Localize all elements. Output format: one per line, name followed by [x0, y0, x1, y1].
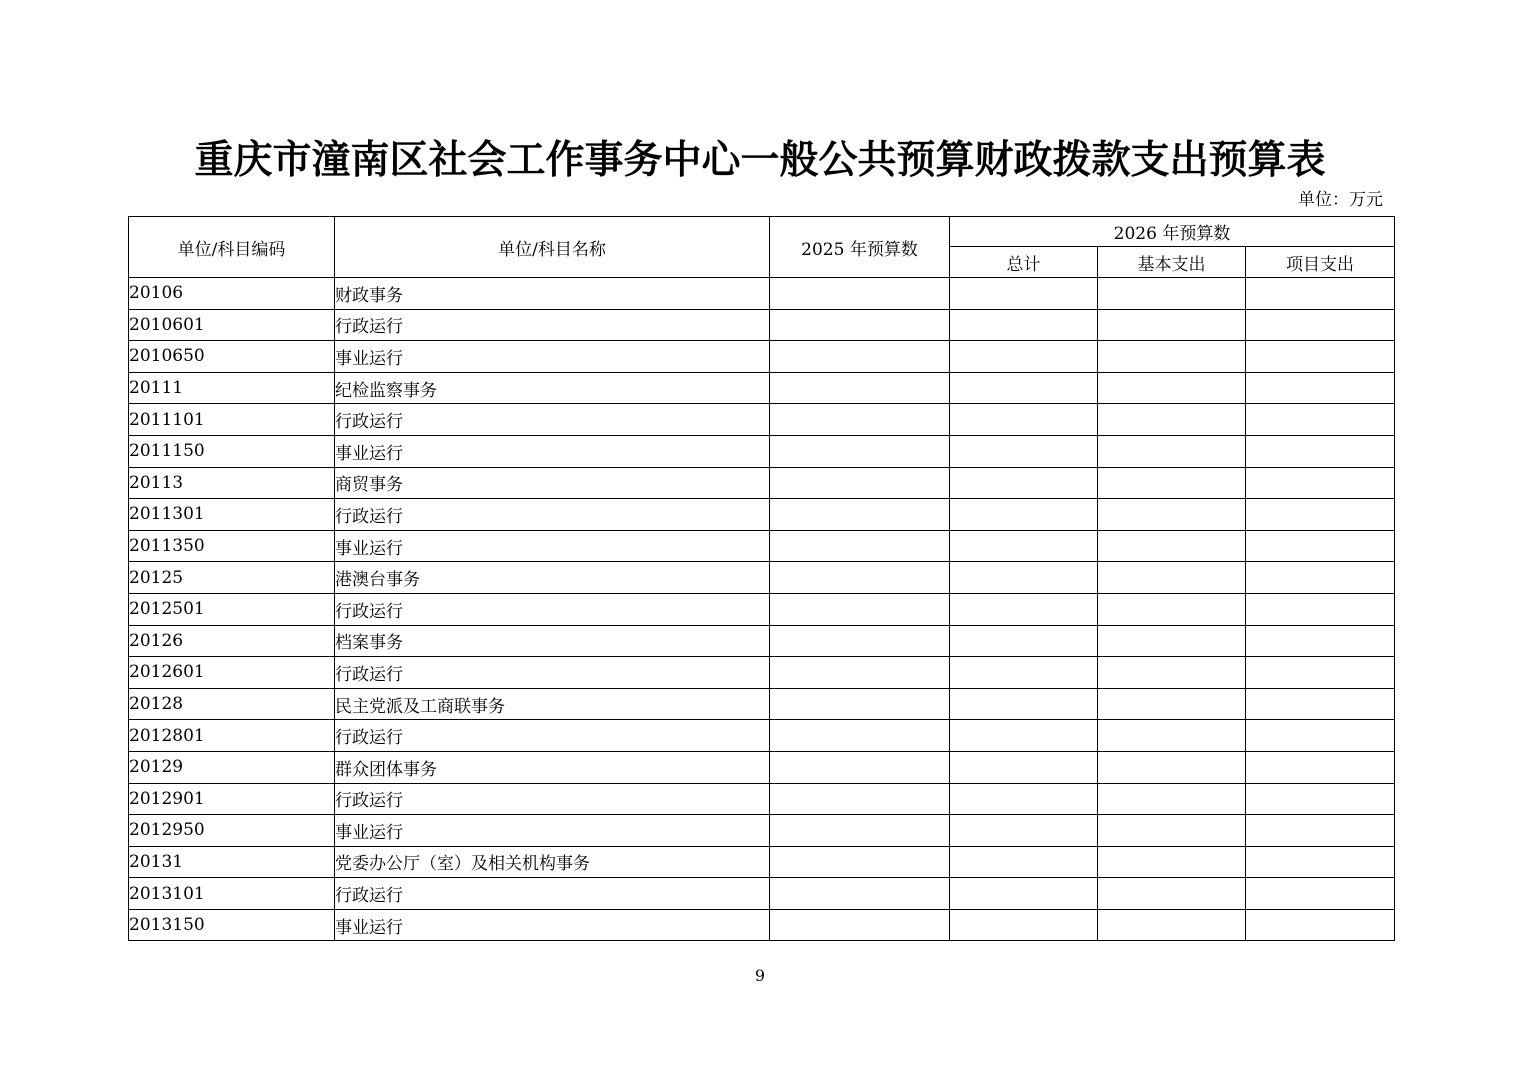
cell-basic [1098, 309, 1246, 341]
table-row [129, 499, 1395, 531]
cell-total [950, 530, 1098, 562]
cell-basic [1098, 657, 1246, 689]
row-code: 20131 [129, 846, 335, 878]
row-code: 2010601 [129, 309, 335, 341]
row-name: 民主党派及工商联事务 [335, 688, 770, 720]
row-code: 2013150 [129, 909, 335, 941]
cell-total [950, 372, 1098, 404]
table-row [129, 467, 1395, 499]
cell-basic [1098, 530, 1246, 562]
row-name: 事业运行 [335, 435, 770, 467]
row-code: 2010650 [129, 341, 335, 373]
cell-budget-2025 [770, 404, 950, 436]
row-code: 2012950 [129, 815, 335, 847]
cell-total [950, 341, 1098, 373]
cell-basic [1098, 404, 1246, 436]
row-code: 20111 [129, 372, 335, 404]
table-row [129, 878, 1395, 910]
table-row [129, 846, 1395, 878]
cell-project [1246, 751, 1395, 783]
table-row [129, 593, 1395, 625]
cell-basic [1098, 372, 1246, 404]
row-name: 党委办公厅（室）及相关机构事务 [335, 846, 770, 878]
row-code: 20126 [129, 625, 335, 657]
row-code: 2011301 [129, 499, 335, 531]
cell-basic [1098, 815, 1246, 847]
cell-total [950, 593, 1098, 625]
row-code: 2011150 [129, 435, 335, 467]
cell-total [950, 435, 1098, 467]
row-name: 行政运行 [335, 657, 770, 689]
table-row [129, 562, 1395, 594]
row-code: 2013101 [129, 878, 335, 910]
row-code: 20113 [129, 467, 335, 499]
header-name: 单位/科目名称 [335, 217, 770, 278]
row-name: 事业运行 [335, 909, 770, 941]
row-name: 群众团体事务 [335, 751, 770, 783]
cell-basic [1098, 783, 1246, 815]
cell-basic [1098, 751, 1246, 783]
cell-project [1246, 562, 1395, 594]
cell-basic [1098, 278, 1246, 310]
table-row [129, 688, 1395, 720]
cell-project [1246, 688, 1395, 720]
cell-project [1246, 815, 1395, 847]
header-basic-expenditure: 基本支出 [1098, 247, 1246, 278]
table-header [129, 217, 1395, 278]
cell-basic [1098, 909, 1246, 941]
cell-total [950, 309, 1098, 341]
row-code: 2011101 [129, 404, 335, 436]
document-title: 重庆市潼南区社会工作事务中心一般公共预算财政拨款支出预算表 [194, 137, 1326, 183]
cell-budget-2025 [770, 278, 950, 310]
cell-project [1246, 846, 1395, 878]
budget-table [128, 216, 1395, 941]
row-code: 2012901 [129, 783, 335, 815]
cell-project [1246, 720, 1395, 752]
cell-project [1246, 593, 1395, 625]
row-name: 纪检监察事务 [335, 372, 770, 404]
cell-budget-2025 [770, 499, 950, 531]
row-name: 档案事务 [335, 625, 770, 657]
cell-budget-2025 [770, 341, 950, 373]
cell-project [1246, 341, 1395, 373]
cell-budget-2025 [770, 625, 950, 657]
cell-budget-2025 [770, 657, 950, 689]
cell-budget-2025 [770, 530, 950, 562]
row-name: 事业运行 [335, 530, 770, 562]
header-project-expenditure: 项目支出 [1246, 247, 1395, 278]
cell-basic [1098, 720, 1246, 752]
cell-total [950, 815, 1098, 847]
table-row [129, 278, 1395, 310]
cell-total [950, 657, 1098, 689]
row-code: 2011350 [129, 530, 335, 562]
cell-basic [1098, 467, 1246, 499]
row-name: 港澳台事务 [335, 562, 770, 594]
cell-budget-2025 [770, 751, 950, 783]
table-row [129, 309, 1395, 341]
cell-basic [1098, 341, 1246, 373]
cell-basic [1098, 878, 1246, 910]
cell-total [950, 720, 1098, 752]
cell-total [950, 878, 1098, 910]
cell-budget-2025 [770, 846, 950, 878]
cell-budget-2025 [770, 720, 950, 752]
table-row [129, 341, 1395, 373]
cell-project [1246, 467, 1395, 499]
cell-total [950, 783, 1098, 815]
row-code: 20129 [129, 751, 335, 783]
cell-project [1246, 278, 1395, 310]
unit-label: 单位：万元 [1298, 190, 1383, 210]
cell-budget-2025 [770, 909, 950, 941]
row-code: 2012501 [129, 593, 335, 625]
cell-project [1246, 878, 1395, 910]
cell-budget-2025 [770, 435, 950, 467]
cell-basic [1098, 435, 1246, 467]
cell-basic [1098, 625, 1246, 657]
header-total: 总计 [950, 247, 1098, 278]
table-row [129, 720, 1395, 752]
table-row [129, 783, 1395, 815]
cell-budget-2025 [770, 688, 950, 720]
cell-total [950, 562, 1098, 594]
header-budget-2026: 2026 年预算数 [950, 217, 1395, 247]
cell-basic [1098, 846, 1246, 878]
row-name: 行政运行 [335, 878, 770, 910]
row-name: 行政运行 [335, 499, 770, 531]
cell-total [950, 499, 1098, 531]
cell-basic [1098, 593, 1246, 625]
cell-basic [1098, 688, 1246, 720]
cell-project [1246, 530, 1395, 562]
row-name: 商贸事务 [335, 467, 770, 499]
cell-budget-2025 [770, 562, 950, 594]
cell-budget-2025 [770, 467, 950, 499]
cell-basic [1098, 499, 1246, 531]
cell-project [1246, 372, 1395, 404]
cell-project [1246, 783, 1395, 815]
row-code: 2012601 [129, 657, 335, 689]
cell-total [950, 909, 1098, 941]
table-row [129, 751, 1395, 783]
cell-project [1246, 435, 1395, 467]
table-row [129, 435, 1395, 467]
cell-budget-2025 [770, 815, 950, 847]
cell-project [1246, 309, 1395, 341]
row-code: 20106 [129, 278, 335, 310]
row-name: 行政运行 [335, 404, 770, 436]
cell-project [1246, 625, 1395, 657]
cell-budget-2025 [770, 593, 950, 625]
cell-budget-2025 [770, 372, 950, 404]
row-code: 20128 [129, 688, 335, 720]
row-name: 事业运行 [335, 341, 770, 373]
cell-total [950, 278, 1098, 310]
table-row [129, 815, 1395, 847]
page-number: 9 [754, 966, 766, 985]
cell-budget-2025 [770, 783, 950, 815]
row-code: 20125 [129, 562, 335, 594]
cell-total [950, 467, 1098, 499]
cell-total [950, 846, 1098, 878]
row-name: 行政运行 [335, 593, 770, 625]
cell-total [950, 404, 1098, 436]
cell-basic [1098, 562, 1246, 594]
table-body [129, 278, 1395, 941]
cell-total [950, 688, 1098, 720]
cell-budget-2025 [770, 878, 950, 910]
row-name: 财政事务 [335, 278, 770, 310]
table-row [129, 372, 1395, 404]
table-row [129, 625, 1395, 657]
cell-project [1246, 499, 1395, 531]
cell-project [1246, 909, 1395, 941]
row-name: 行政运行 [335, 720, 770, 752]
table-row [129, 404, 1395, 436]
cell-budget-2025 [770, 309, 950, 341]
row-name: 行政运行 [335, 309, 770, 341]
cell-project [1246, 657, 1395, 689]
table-row [129, 657, 1395, 689]
row-name: 行政运行 [335, 783, 770, 815]
table-row [129, 530, 1395, 562]
cell-project [1246, 404, 1395, 436]
cell-total [950, 751, 1098, 783]
table-row [129, 909, 1395, 941]
cell-total [950, 625, 1098, 657]
header-budget-2025: 2025 年预算数 [770, 217, 950, 278]
header-code: 单位/科目编码 [129, 217, 335, 278]
row-code: 2012801 [129, 720, 335, 752]
row-name: 事业运行 [335, 815, 770, 847]
